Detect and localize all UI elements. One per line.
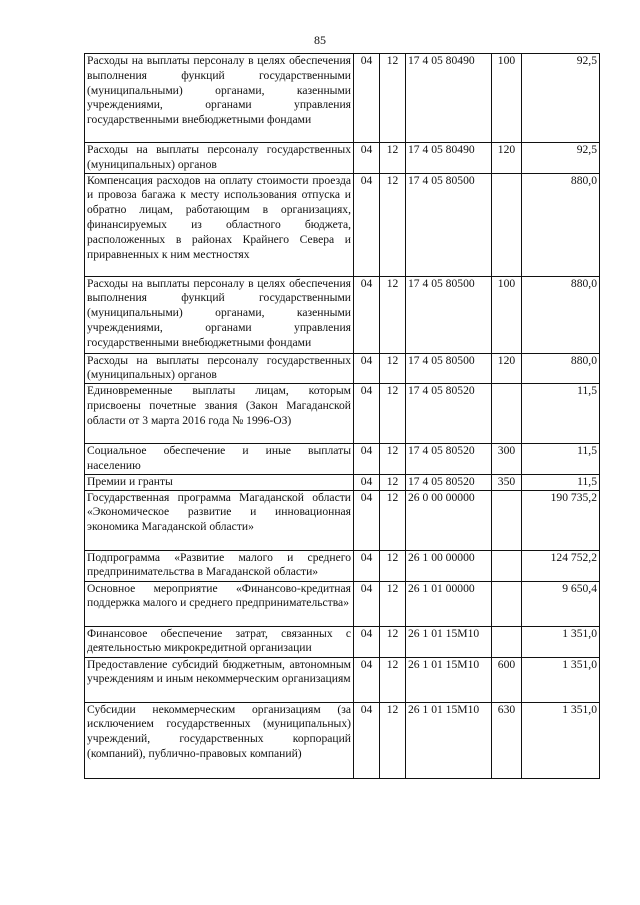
row-name: Основное мероприятие «Финансово-кредитная поддержка малого и среднего предпринимательства» [85,581,354,626]
row-target-code: 26 1 00 00000 [406,550,492,581]
row-section: 04 [354,474,380,490]
row-target-code: 17 4 05 80500 [406,173,492,276]
row-name: Единовременные выплаты лицам, которым присвоены почетные звания (Закон Магаданской области от 3 марта 2016 года № 1996-ОЗ) [85,384,354,444]
row-section: 04 [354,173,380,276]
row-amount: 1 351,0 [522,657,600,702]
row-subsection: 12 [380,657,406,702]
table-row [85,276,600,353]
table-row [85,657,600,702]
table-row [85,143,600,174]
row-name: Расходы на выплаты персоналу в целях обеспечения выполнения функций государственными (муниципальными) органами, казенными учреждениями, органами управления государственными внебюджетными фондами [85,276,354,353]
row-expense-type [492,384,522,444]
row-subsection: 12 [380,173,406,276]
table-row [85,490,600,550]
table-row [85,384,600,444]
row-expense-type [492,490,522,550]
row-target-code: 26 1 01 00000 [406,581,492,626]
row-subsection: 12 [380,581,406,626]
row-name: Расходы на выплаты персоналу государственных (муниципальных) органов [85,353,354,384]
row-expense-type [492,581,522,626]
table-row [85,550,600,581]
row-subsection: 12 [380,474,406,490]
row-subsection: 12 [380,626,406,657]
table-row [85,353,600,384]
row-subsection: 12 [380,550,406,581]
row-expense-type: 300 [492,444,522,475]
row-amount: 880,0 [522,353,600,384]
row-amount: 880,0 [522,173,600,276]
row-subsection: 12 [380,384,406,444]
row-expense-type: 120 [492,353,522,384]
row-amount: 9 650,4 [522,581,600,626]
row-name: Расходы на выплаты персоналу государственных (муниципальных) органов [85,143,354,174]
row-name: Социальное обеспечение и иные выплаты населению [85,444,354,475]
row-section: 04 [354,384,380,444]
row-target-code: 26 1 01 15М10 [406,657,492,702]
table-row [85,173,600,276]
row-name: Предоставление субсидий бюджетным, автономным учреждениям и иным некоммерческим организациям [85,657,354,702]
page-number: 85 [314,33,326,47]
row-target-code: 17 4 05 80500 [406,276,492,353]
row-amount: 1 351,0 [522,702,600,778]
row-subsection: 12 [380,276,406,353]
row-section: 04 [354,353,380,384]
row-subsection: 12 [380,353,406,384]
row-section: 04 [354,581,380,626]
row-amount: 11,5 [522,384,600,444]
row-amount: 11,5 [522,474,600,490]
row-amount: 92,5 [522,54,600,143]
row-name: Расходы на выплаты персоналу в целях обеспечения выполнения функций государственными (муниципальными) органами, казенными учреждениями, органами управления государственными внебюджетными фондами [85,54,354,143]
table-row [85,581,600,626]
row-name: Субсидии некоммерческим организациям (за исключением государственных (муниципальных) учреждений, государственных корпораций (компаний), публично-правовых компаний) [85,702,354,778]
row-expense-type: 600 [492,657,522,702]
budget-table [84,53,600,779]
row-name: Подпрограмма «Развитие малого и среднего предпринимательства в Магаданской области» [85,550,354,581]
row-section: 04 [354,702,380,778]
row-name: Государственная программа Магаданской области «Экономическое развитие и инновационная экономика Магаданской области» [85,490,354,550]
row-expense-type: 630 [492,702,522,778]
row-section: 04 [354,276,380,353]
row-name: Компенсация расходов на оплату стоимости проезда и провоза багажа к месту использования отпуска и обратно лицам, работающим в организациях, финансируемых из областного бюджета, расположенных в районах Крайнего Севера и приравненных к ним местностях [85,173,354,276]
row-target-code: 17 4 05 80520 [406,444,492,475]
row-amount: 92,5 [522,143,600,174]
row-subsection: 12 [380,143,406,174]
table-row [85,444,600,475]
row-section: 04 [354,444,380,475]
row-subsection: 12 [380,490,406,550]
row-expense-type [492,550,522,581]
row-amount: 124 752,2 [522,550,600,581]
row-target-code: 26 0 00 00000 [406,490,492,550]
row-name: Премии и гранты [85,474,354,490]
row-subsection: 12 [380,702,406,778]
row-expense-type: 120 [492,143,522,174]
row-subsection: 12 [380,444,406,475]
row-section: 04 [354,143,380,174]
row-section: 04 [354,626,380,657]
row-target-code: 17 4 05 80520 [406,384,492,444]
table-row [85,626,600,657]
row-expense-type: 350 [492,474,522,490]
row-section: 04 [354,54,380,143]
budget-table-body [85,54,600,779]
table-row [85,702,600,778]
table-row [85,54,600,143]
row-target-code: 17 4 05 80520 [406,474,492,490]
row-name: Финансовое обеспечение затрат, связанных с деятельностью микрокредитной организации [85,626,354,657]
row-target-code: 17 4 05 80490 [406,54,492,143]
row-section: 04 [354,657,380,702]
row-target-code: 17 4 05 80500 [406,353,492,384]
row-expense-type [492,173,522,276]
row-amount: 880,0 [522,276,600,353]
row-amount: 190 735,2 [522,490,600,550]
row-section: 04 [354,550,380,581]
row-amount: 11,5 [522,444,600,475]
row-expense-type: 100 [492,54,522,143]
row-target-code: 26 1 01 15М10 [406,626,492,657]
row-target-code: 26 1 01 15М10 [406,702,492,778]
row-expense-type [492,626,522,657]
row-amount: 1 351,0 [522,626,600,657]
table-row [85,474,600,490]
row-expense-type: 100 [492,276,522,353]
row-subsection: 12 [380,54,406,143]
row-section: 04 [354,490,380,550]
row-target-code: 17 4 05 80490 [406,143,492,174]
